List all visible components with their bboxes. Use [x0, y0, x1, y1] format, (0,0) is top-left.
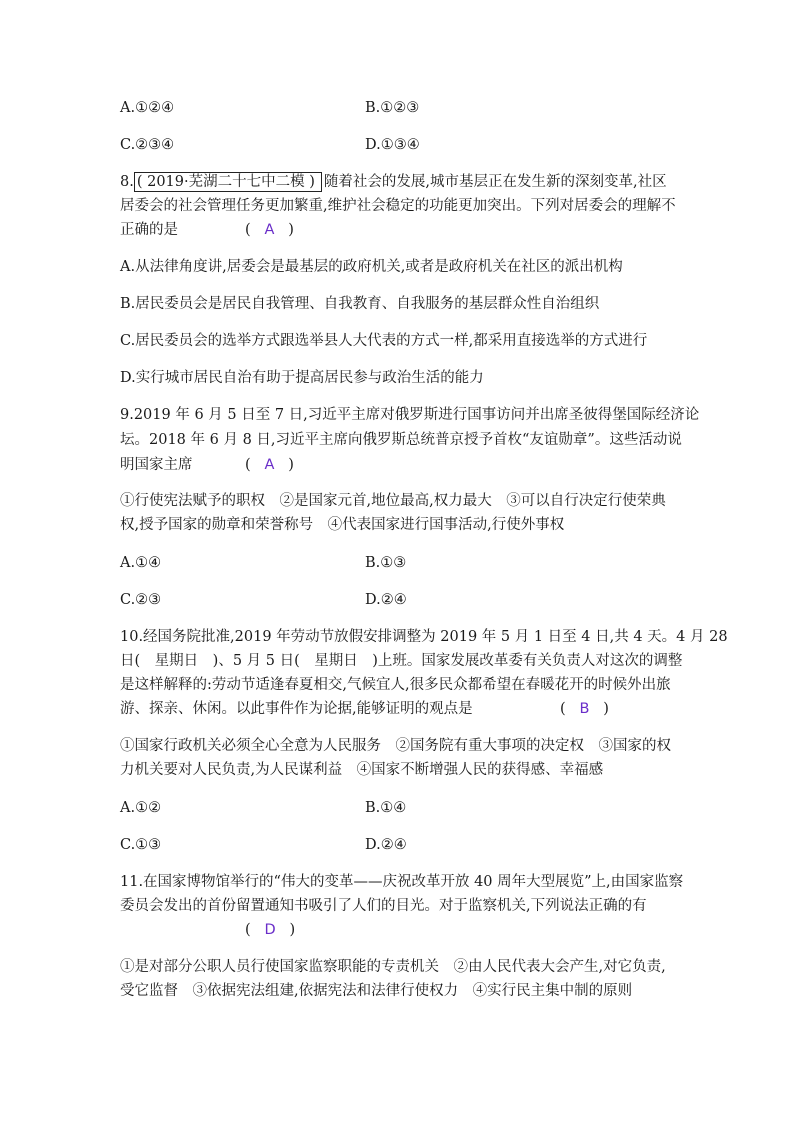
- q10-option-a: A.①②: [120, 800, 162, 816]
- q10-option-c: C.①③: [120, 837, 162, 853]
- q10-stem-line-2: 日( 星期日 )、5 月 5 日( 星期日 )上班。国家发展改革委有关负责人对这次的调整: [120, 653, 683, 669]
- q9-stem-line-1: 9.2019 年 6 月 5 日至 7 日,习近平主席对俄罗斯进行国事访问并出席圣彼得堡国际经济论: [120, 407, 700, 423]
- q11-answer: D: [264, 922, 276, 938]
- q8-number: 8.: [120, 174, 134, 190]
- q9-items-line-1: ①行使宪法赋予的职权 ②是国家元首,地位最高,权力最大 ③可以自行决定行使荣典: [120, 493, 666, 509]
- q8-stem-line-1: [120, 172, 667, 192]
- q8-answer: A: [264, 222, 275, 238]
- q8-stem-line-3: [120, 220, 294, 240]
- q11-items-line-2: 受它监督 ③依据宪法组建,依据宪法和法律行使权力 ④实行民主集中制的原则: [120, 983, 633, 999]
- q11-answer-paren: ( D ): [245, 922, 296, 938]
- q7-option-a: A.①②④: [120, 100, 175, 116]
- q9-options-row-1: [120, 553, 407, 573]
- q7-option-d: D.①③④: [365, 137, 420, 153]
- q9-options-row-2: [120, 590, 407, 610]
- q9-option-c: C.②③: [120, 592, 162, 608]
- q8-stem-1: 随着社会的发展,城市基层正在发生新的深刻变革,社区: [323, 174, 667, 190]
- q9-stem-line-3: [120, 455, 294, 475]
- q10-items-line-2: 力机关要对人民负责,为人民谋利益 ④国家不断增强人民的获得感、幸福感: [120, 762, 604, 778]
- q9-option-a: A.①④: [120, 555, 162, 571]
- q8-option-a: A.从法律角度讲,居委会是最基层的政府机关,或者是政府机关在社区的派出机构: [120, 259, 623, 275]
- q7-option-c: C.②③④: [120, 137, 175, 153]
- q11-items-line-1: ①是对部分公职人员行使国家监察职能的专责机关 ②由人民代表大会产生,对它负责,: [120, 959, 666, 975]
- q10-option-b: B.①④: [365, 800, 407, 816]
- q10-option-d: D.②④: [365, 837, 407, 853]
- q8-source-box: ( 2019·芜湖二十七中二模 ): [134, 172, 322, 192]
- q10-items-line-1: ①国家行政机关必须全心全意为人民服务 ②国务院有重大事项的决定权 ③国家的权: [120, 738, 671, 754]
- q9-answer-paren: ( A ): [245, 457, 294, 473]
- q9-stem-line-2: 坛。2018 年 6 月 8 日,习近平主席向俄罗斯总统普京授予首枚“友谊勋章”。这些活动说: [120, 432, 682, 448]
- q10-options-row-2: [120, 835, 407, 855]
- q8-stem-line-2: 居委会的社会管理任务更加繁重,维护社会稳定的功能更加突出。下列对居委会的理解不: [120, 198, 676, 214]
- q11-stem-line-2: 委员会发出的首份留置通知书吸引了人们的目光。对于监察机关,下列说法正确的有: [120, 898, 647, 914]
- q11-stem-line-1: 11.在国家博物馆举行的“伟大的变革——庆祝改革开放 40 周年大型展览”上,由国家监察: [120, 874, 684, 890]
- q10-stem-4: 游、探亲、休闲。以此事件作为论据,能够证明的观点是: [120, 701, 473, 717]
- q10-answer: B: [579, 701, 590, 717]
- q10-stem-line-4: [120, 699, 609, 719]
- q7-options-row-2: [120, 135, 420, 155]
- q9-option-b: B.①③: [365, 555, 407, 571]
- q8-answer-paren: ( A ): [245, 222, 294, 238]
- q8-option-b: B.居民委员会是居民自我管理、自我教育、自我服务的基层群众性自治组织: [120, 296, 600, 312]
- q8-option-c: C.居民委员会的选举方式跟选举县人大代表的方式一样,都采用直接选举的方式进行: [120, 333, 648, 349]
- q10-stem-line-3: 是这样解释的:劳动节适逢春夏相交,气候宜人,很多民众都希望在春暖花开的时候外出旅: [120, 677, 671, 693]
- q8-stem-3: 正确的是: [120, 222, 178, 238]
- q10-stem-line-1: 10.经国务院批准,2019 年劳动节放假安排调整为 2019 年 5 月 1 日至 4 日,共 4 天。4 月 28: [120, 629, 728, 645]
- q9-option-d: D.②④: [365, 592, 407, 608]
- q9-stem-3: 明国家主席: [120, 457, 193, 473]
- q9-answer: A: [264, 457, 275, 473]
- q8-option-d: D.实行城市居民自治有助于提高居民参与政治生活的能力: [120, 370, 484, 386]
- q9-items-line-2: 权,授予国家的勋章和荣誉称号 ④代表国家进行国事活动,行使外事权: [120, 517, 565, 533]
- q7-option-b: B.①②③: [365, 100, 420, 116]
- q10-options-row-1: [120, 798, 407, 818]
- q7-options-row-1: [120, 98, 420, 118]
- q10-answer-paren: ( B ): [560, 701, 609, 717]
